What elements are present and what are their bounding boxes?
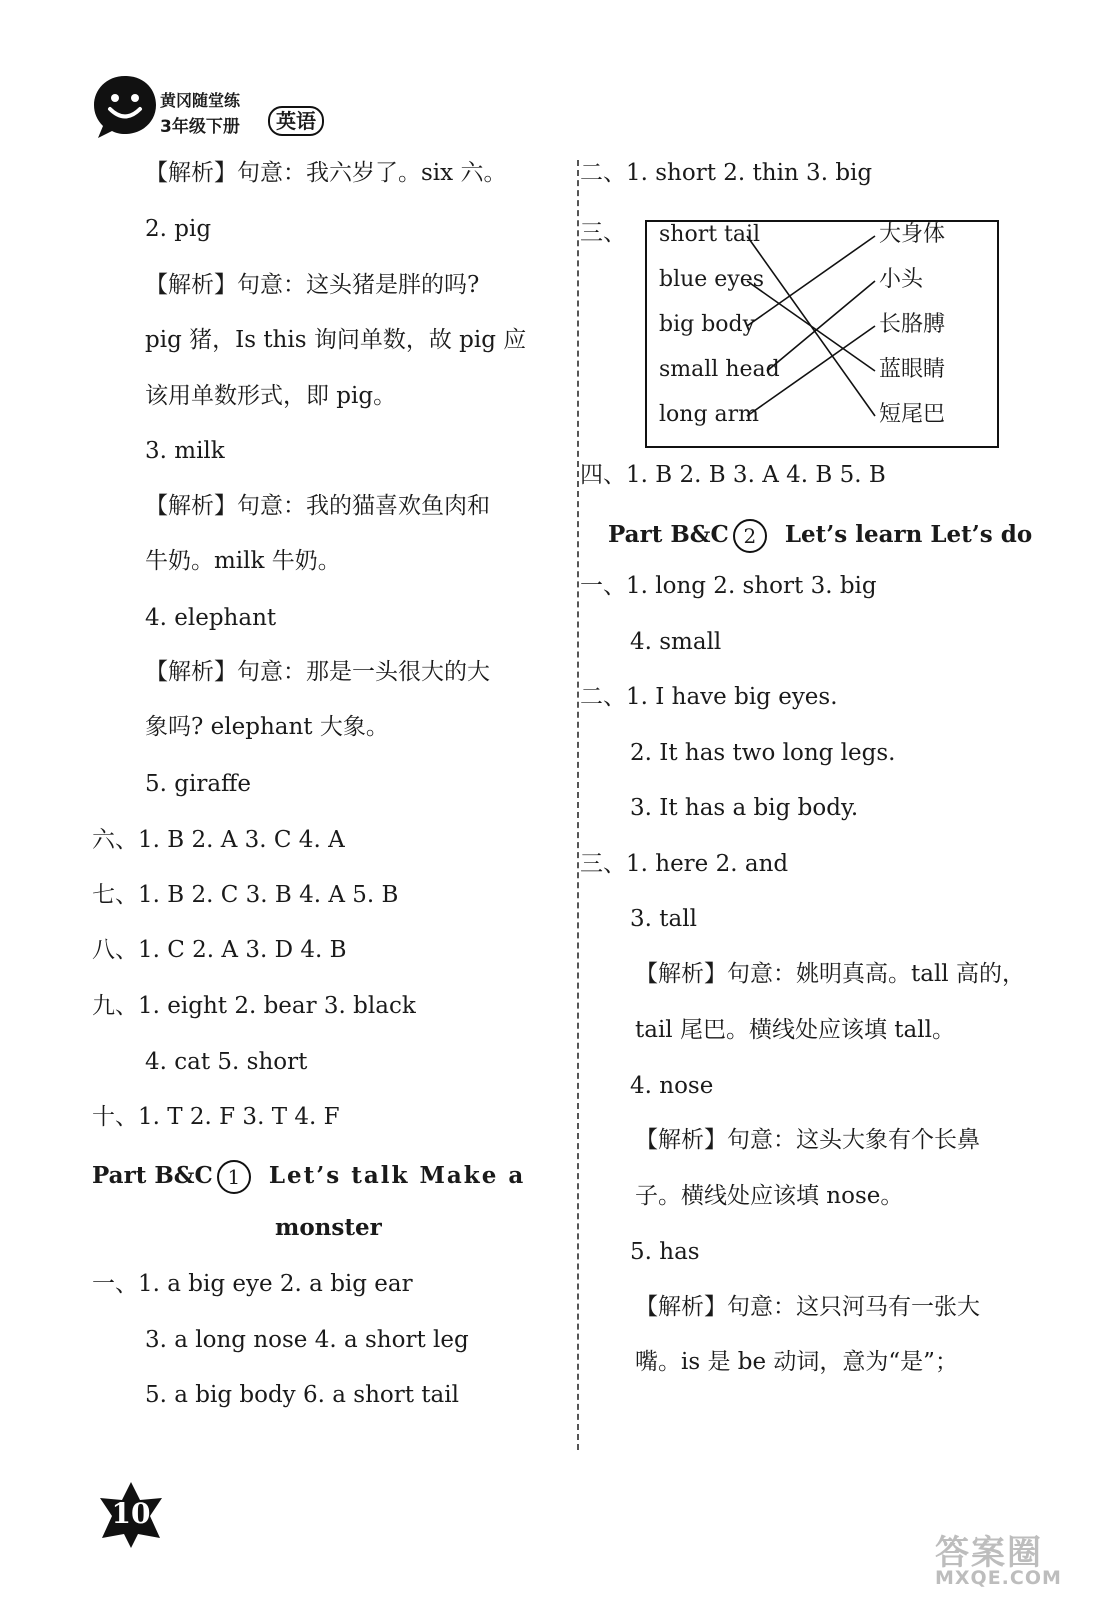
answer-line: 【解析】句意：这头大象有个长鼻 (635, 1127, 980, 1153)
match-left-item: blue eyes (659, 267, 765, 292)
match-right-item: 小头 (879, 267, 924, 292)
answer-line: 5. has (630, 1239, 700, 1265)
section-heading-part1 (92, 1160, 525, 1194)
answer-line: 5. a big body 6. a short tail (145, 1382, 459, 1408)
answer-line: 六、1. B 2. A 3. C 4. A (92, 827, 345, 853)
answer-line: tail 尾巴。横线处应该填 tall。 (635, 1017, 955, 1043)
answer-line: 一、1. a big eye 2. a big ear (92, 1271, 413, 1297)
answer-line: 5. giraffe (145, 771, 251, 797)
section-heading-part1-line2: monster (275, 1214, 382, 1241)
match-line (747, 236, 875, 326)
answer-line: 牛奶。milk 牛奶。 (145, 548, 341, 574)
part-prefix: Part B&C (608, 521, 729, 548)
answer-line: 嘴。is 是 be 动词，意为“是”； (635, 1349, 958, 1375)
match-left-item: short tail (659, 222, 761, 247)
answer-line: 【解析】句意：那是一头很大的大 (145, 659, 490, 685)
answer-line: 一、1. long 2. short 3. big (580, 573, 877, 599)
answer-line: 三、1. here 2. and (580, 851, 789, 877)
answer-line: 4. elephant (145, 605, 277, 631)
answer-line: 3. a long nose 4. a short leg (145, 1327, 469, 1353)
smiley-logo-icon (90, 72, 160, 142)
page-number-badge (96, 1480, 166, 1550)
match-right-item: 长胳膊 (879, 312, 946, 337)
answer-line: 【解析】句意：这只河马有一张大 (635, 1294, 980, 1320)
part-title: Let’s learn Let’s do (784, 521, 1033, 548)
answer-line: 4. small (630, 629, 722, 655)
match-line (747, 281, 875, 371)
match-right-item: 蓝眼睛 (879, 357, 946, 382)
answer-line: 【解析】句意：我六岁了。six 六。 (145, 160, 507, 186)
answer-line: 2. It has two long legs. (630, 740, 896, 766)
answer-line: 3. milk (145, 438, 225, 464)
answer-line: pig 猪，Is this 询问单数，故 pig 应 (145, 327, 527, 353)
answer-line: 二、1. short 2. thin 3. big (580, 160, 873, 186)
answer-line: 二、1. I have big eyes. (580, 684, 838, 710)
answer-line: 该用单数形式，即 pig。 (145, 383, 397, 409)
answer-line: 2. pig (145, 216, 212, 242)
page-number: 10 (111, 1497, 151, 1530)
match-left-item: small head (659, 357, 780, 382)
column-divider (577, 160, 579, 1450)
subject-badge: 英语 (268, 106, 324, 136)
answer-line: 3. tall (630, 906, 697, 932)
answer-line: 3. It has a big body. (630, 795, 859, 821)
matching-label: 三、 (580, 220, 626, 246)
watermark-url: MXQE.COM (935, 1567, 1062, 1589)
circled-number: 2 (733, 519, 767, 553)
answer-line: 4. cat 5. short (145, 1049, 308, 1075)
part-prefix: Part B&C (92, 1162, 213, 1189)
matching-box (645, 220, 999, 448)
answer-line: 十、1. T 2. F 3. T 4. F (92, 1104, 340, 1130)
match-right-item: 大身体 (879, 222, 946, 247)
matching-lines (647, 222, 997, 446)
answer-line: 九、1. eight 2. bear 3. black (92, 993, 416, 1019)
section-heading-part2 (608, 519, 1032, 553)
answer-line: 【解析】句意：我的猫喜欢鱼肉和 (145, 493, 490, 519)
grade-label: 3年级下册 (160, 117, 240, 137)
answer-line: 【解析】句意：姚明真高。tall 高的， (635, 961, 1025, 987)
answer-line: 八、1. C 2. A 3. D 4. B (92, 937, 347, 963)
match-left-item: big body (659, 312, 756, 337)
circled-number: 1 (217, 1160, 251, 1194)
match-line (767, 281, 875, 371)
match-right-item: 短尾巴 (879, 402, 946, 427)
answer-line: 【解析】句意：这头猪是胖的吗? (145, 272, 480, 298)
watermark (935, 1525, 1105, 1595)
watermark-logo-text: 答案圈 (935, 1533, 1043, 1573)
match-line (747, 326, 875, 416)
answer-line: 子。横线处应该填 nose。 (635, 1183, 904, 1209)
match-left-item: long arm (659, 402, 760, 427)
answer-line: 4. nose (630, 1073, 714, 1099)
answer-line: 象吗? elephant 大象。 (145, 714, 389, 740)
answer-line: 四、1. B 2. B 3. A 4. B 5. B (580, 462, 886, 488)
part-title: Let’s talk Make a (268, 1162, 526, 1189)
series-title: 黄冈随堂练 (160, 91, 241, 110)
answer-line: 七、1. B 2. C 3. B 4. A 5. B (92, 882, 399, 908)
